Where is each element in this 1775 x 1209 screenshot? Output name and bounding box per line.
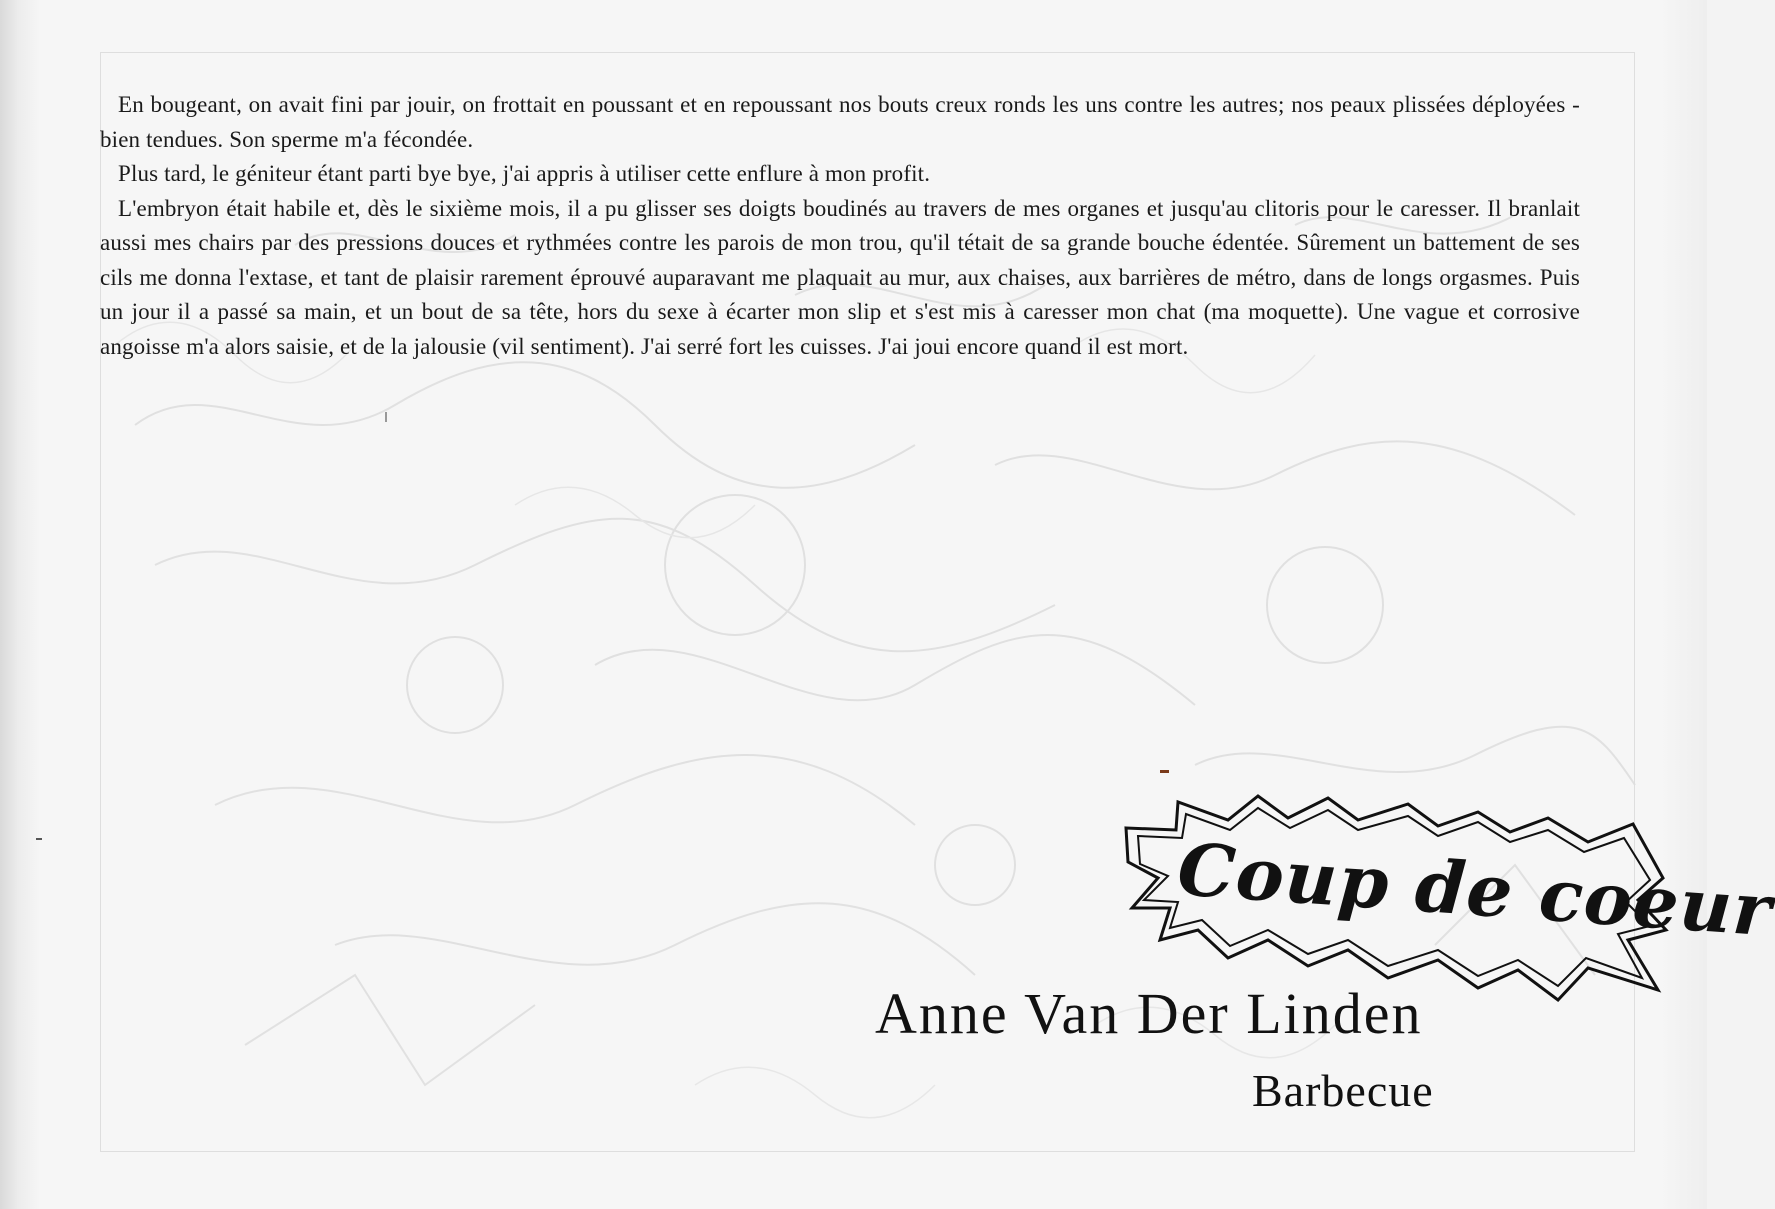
paragraph-3: L'embryon était habile et, dès le sixième mois, il a pu glisser ses doigts boudinés au travers de mes organes et jusqu'au clitoris pour le caresser. Il branlait aussi mes chairs par des pressions douces et rythmées contre les parois de mon trou, qu'il tétait de sa grande bouche édentée. Sûrement un battement de ses cils me donna l'extase, et tant de plaisir rarement éprouvé auparavant me plaquait au mur, aux chaises, aux barrières de métro, dans de longs orgasmes. Puis un jour il a passé sa main, et un bout de sa tête, hors du sexe à écarter mon slip et s'est mis à caresser mon chat (ma moquette). Une vague et corrosive angoisse m'a alors saisie, et de la jalousie (vil sentiment). J'ai serré fort les cuisses. J'ai joui encore quand il est mort. bbox=[100, 195, 1580, 359]
badge-label: Coup de coeur bbox=[1175, 826, 1775, 953]
speck bbox=[1160, 770, 1169, 773]
story-text bbox=[100, 88, 1580, 364]
speck bbox=[36, 838, 42, 840]
paragraph-1: En bougeant, on avait fini par jouir, on frottait en poussant et en repoussant nos bouts creux ronds les uns contre les autres; nos peaux plissées déployées - bien tendues. Son sperme m'a fécondée. bbox=[100, 92, 1580, 152]
book-title: Barbecue bbox=[1252, 1065, 1434, 1116]
paragraph-2: Plus tard, le géniteur étant parti bye bye, j'ai appris à utiliser cette enflure à mon profit. bbox=[118, 161, 931, 186]
author-name: Anne Van Der Linden bbox=[875, 981, 1423, 1046]
coup-de-coeur-badge bbox=[1118, 790, 1775, 1008]
speck bbox=[385, 412, 387, 422]
